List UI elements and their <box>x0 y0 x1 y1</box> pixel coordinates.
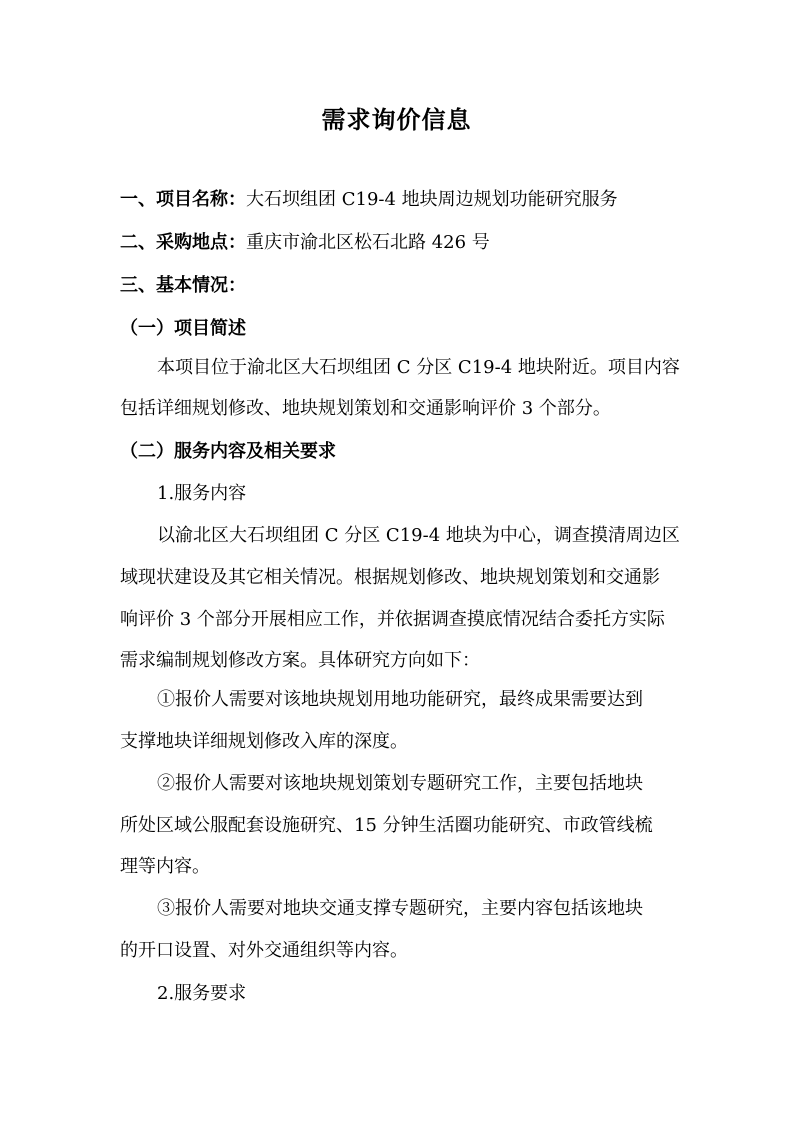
section-value: 大石坝组团 C19-4 地块周边规划功能研究服务 <box>246 189 618 210</box>
research-point-2-line: 所处区域公服配套设施研究、15 分钟生活圈功能研究、市政管线梳 <box>120 815 653 836</box>
service-content-label: 1.服务内容 <box>157 483 247 504</box>
section-value: 重庆市渝北区松石北路 426 号 <box>246 232 490 253</box>
service-content-line: 需求编制规划修改方案。具体研究方向如下： <box>120 650 480 671</box>
overview-line: 本项目位于渝北区大石坝组团 C 分区 C19-4 地块附近。项目内容 <box>157 357 680 378</box>
overview-line: 包括详细规划修改、地块规划策划和交通影响评价 3 个部分。 <box>120 398 611 419</box>
service-requirements-label: 2.服务要求 <box>157 983 247 1004</box>
research-point-2-line: 理等内容。 <box>120 856 210 877</box>
research-point-1-line: ①报价人需要对该地块规划用地功能研究，最终成果需要达到 <box>157 689 643 710</box>
section-basic-info: 三、基本情况： <box>120 275 246 296</box>
service-content-line: 以渝北区大石坝组团 C 分区 C19-4 地块为中心，调查摸清周边区 <box>157 525 680 546</box>
service-content-line: 响评价 3 个部分开展相应工作，并依据调查摸底情况结合委托方实际 <box>120 609 665 630</box>
research-point-3-line: ③报价人需要对地块交通支撑专题研究，主要内容包括该地块 <box>157 898 643 919</box>
section-label: 一、项目名称： <box>120 189 246 210</box>
research-point-3-line: 的开口设置、对外交通组织等内容。 <box>120 940 408 961</box>
document-title: 需求询价信息 <box>321 106 472 134</box>
section-label: 二、采购地点： <box>120 232 246 253</box>
subsection-services-heading: （二）服务内容及相关要求 <box>120 441 336 462</box>
research-point-1-line: 支撑地块详细规划修改入库的深度。 <box>120 731 408 752</box>
section-project-name <box>120 188 618 212</box>
research-point-2-line: ②报价人需要对该地块规划策划专题研究工作，主要包括地块 <box>157 773 643 794</box>
service-content-line: 域现状建设及其它相关情况。根据规划修改、地块规划策划和交通影 <box>120 567 660 588</box>
section-procurement-location <box>120 231 490 255</box>
subsection-overview-heading: （一）项目简述 <box>120 318 246 339</box>
